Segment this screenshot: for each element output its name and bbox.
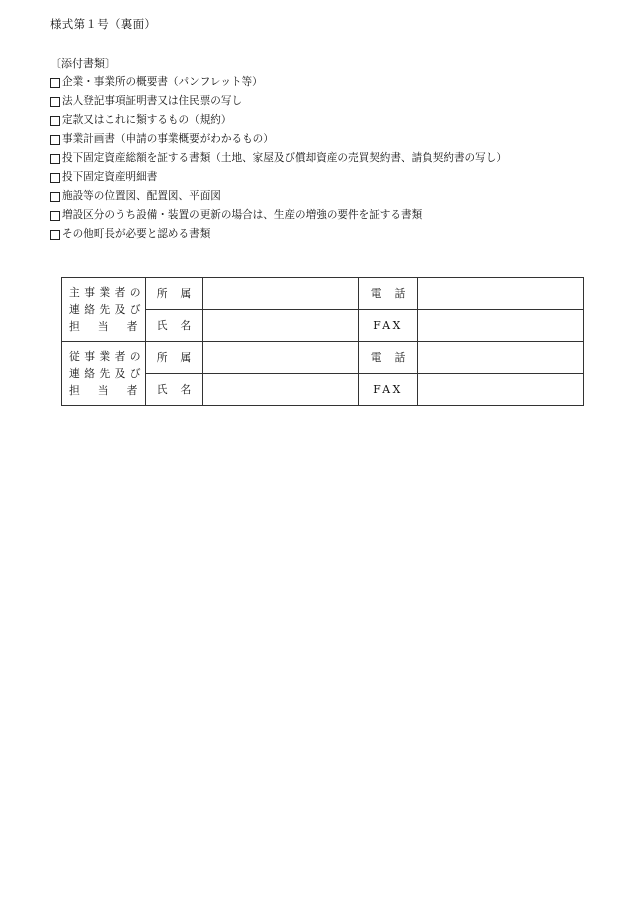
primary-contact-group-label: 主事業者の 連絡先及び 担 当 者 bbox=[62, 278, 146, 342]
attachment-item bbox=[50, 206, 507, 225]
fax-label: FAX bbox=[359, 310, 418, 342]
checkbox-icon[interactable] bbox=[50, 173, 60, 183]
secondary-contact-group-label: 従事業者の 連絡先及び 担 当 者 bbox=[62, 342, 146, 406]
table-row bbox=[62, 342, 584, 374]
affiliation-label: 所 属 bbox=[146, 342, 203, 374]
checkbox-icon[interactable] bbox=[50, 211, 60, 221]
attachment-item-label: 定款又はこれに類するもの（規約） bbox=[62, 114, 232, 126]
attachments-section bbox=[50, 54, 507, 244]
attachment-item-label: 投下固定資産明細書 bbox=[62, 171, 158, 183]
checkbox-icon[interactable] bbox=[50, 97, 60, 107]
attachment-item bbox=[50, 130, 507, 149]
name-field[interactable] bbox=[203, 374, 359, 406]
attachments-heading: 〔添付書類〕 bbox=[50, 57, 116, 70]
checkbox-icon[interactable] bbox=[50, 192, 60, 202]
phone-field[interactable] bbox=[418, 342, 584, 374]
attachment-item bbox=[50, 149, 507, 168]
checkbox-icon[interactable] bbox=[50, 116, 60, 126]
attachment-item-label: 事業計画書（申請の事業概要がわかるもの） bbox=[62, 133, 274, 145]
contact-table bbox=[61, 277, 584, 406]
name-label: 氏 名 bbox=[146, 374, 203, 406]
attachment-item bbox=[50, 92, 507, 111]
attachment-item-label: その他町長が必要と認める書類 bbox=[62, 228, 211, 240]
attachment-item bbox=[50, 168, 507, 187]
affiliation-field[interactable] bbox=[203, 278, 359, 310]
table-row bbox=[62, 278, 584, 310]
affiliation-label: 所 属 bbox=[146, 278, 203, 310]
attachment-item-label: 企業・事業所の概要書（パンフレット等） bbox=[62, 76, 263, 88]
fax-field[interactable] bbox=[418, 310, 584, 342]
attachment-item-label: 増設区分のうち設備・装置の更新の場合は、生産の増強の要件を証する書類 bbox=[62, 209, 423, 221]
attachment-item bbox=[50, 111, 507, 130]
phone-label: 電 話 bbox=[359, 342, 418, 374]
name-label: 氏 名 bbox=[146, 310, 203, 342]
fax-field[interactable] bbox=[418, 374, 584, 406]
checkbox-icon[interactable] bbox=[50, 135, 60, 145]
form-title: 様式第１号（裏面） bbox=[50, 17, 157, 31]
fax-label: FAX bbox=[359, 374, 418, 406]
attachment-item bbox=[50, 225, 507, 244]
phone-field[interactable] bbox=[418, 278, 584, 310]
phone-label: 電 話 bbox=[359, 278, 418, 310]
attachment-item-label: 投下固定資産総額を証する書類（土地、家屋及び償却資産の売買契約書、請負契約書の写し） bbox=[62, 152, 507, 164]
attachment-item-label: 施設等の位置図、配置図、平面図 bbox=[62, 190, 221, 202]
affiliation-field[interactable] bbox=[203, 342, 359, 374]
attachment-item-label: 法人登記事項証明書又は住民票の写し bbox=[62, 95, 243, 107]
attachment-item bbox=[50, 187, 507, 206]
checkbox-icon[interactable] bbox=[50, 230, 60, 240]
name-field[interactable] bbox=[203, 310, 359, 342]
checkbox-icon[interactable] bbox=[50, 78, 60, 88]
checkbox-icon[interactable] bbox=[50, 154, 60, 164]
attachment-item bbox=[50, 73, 507, 92]
